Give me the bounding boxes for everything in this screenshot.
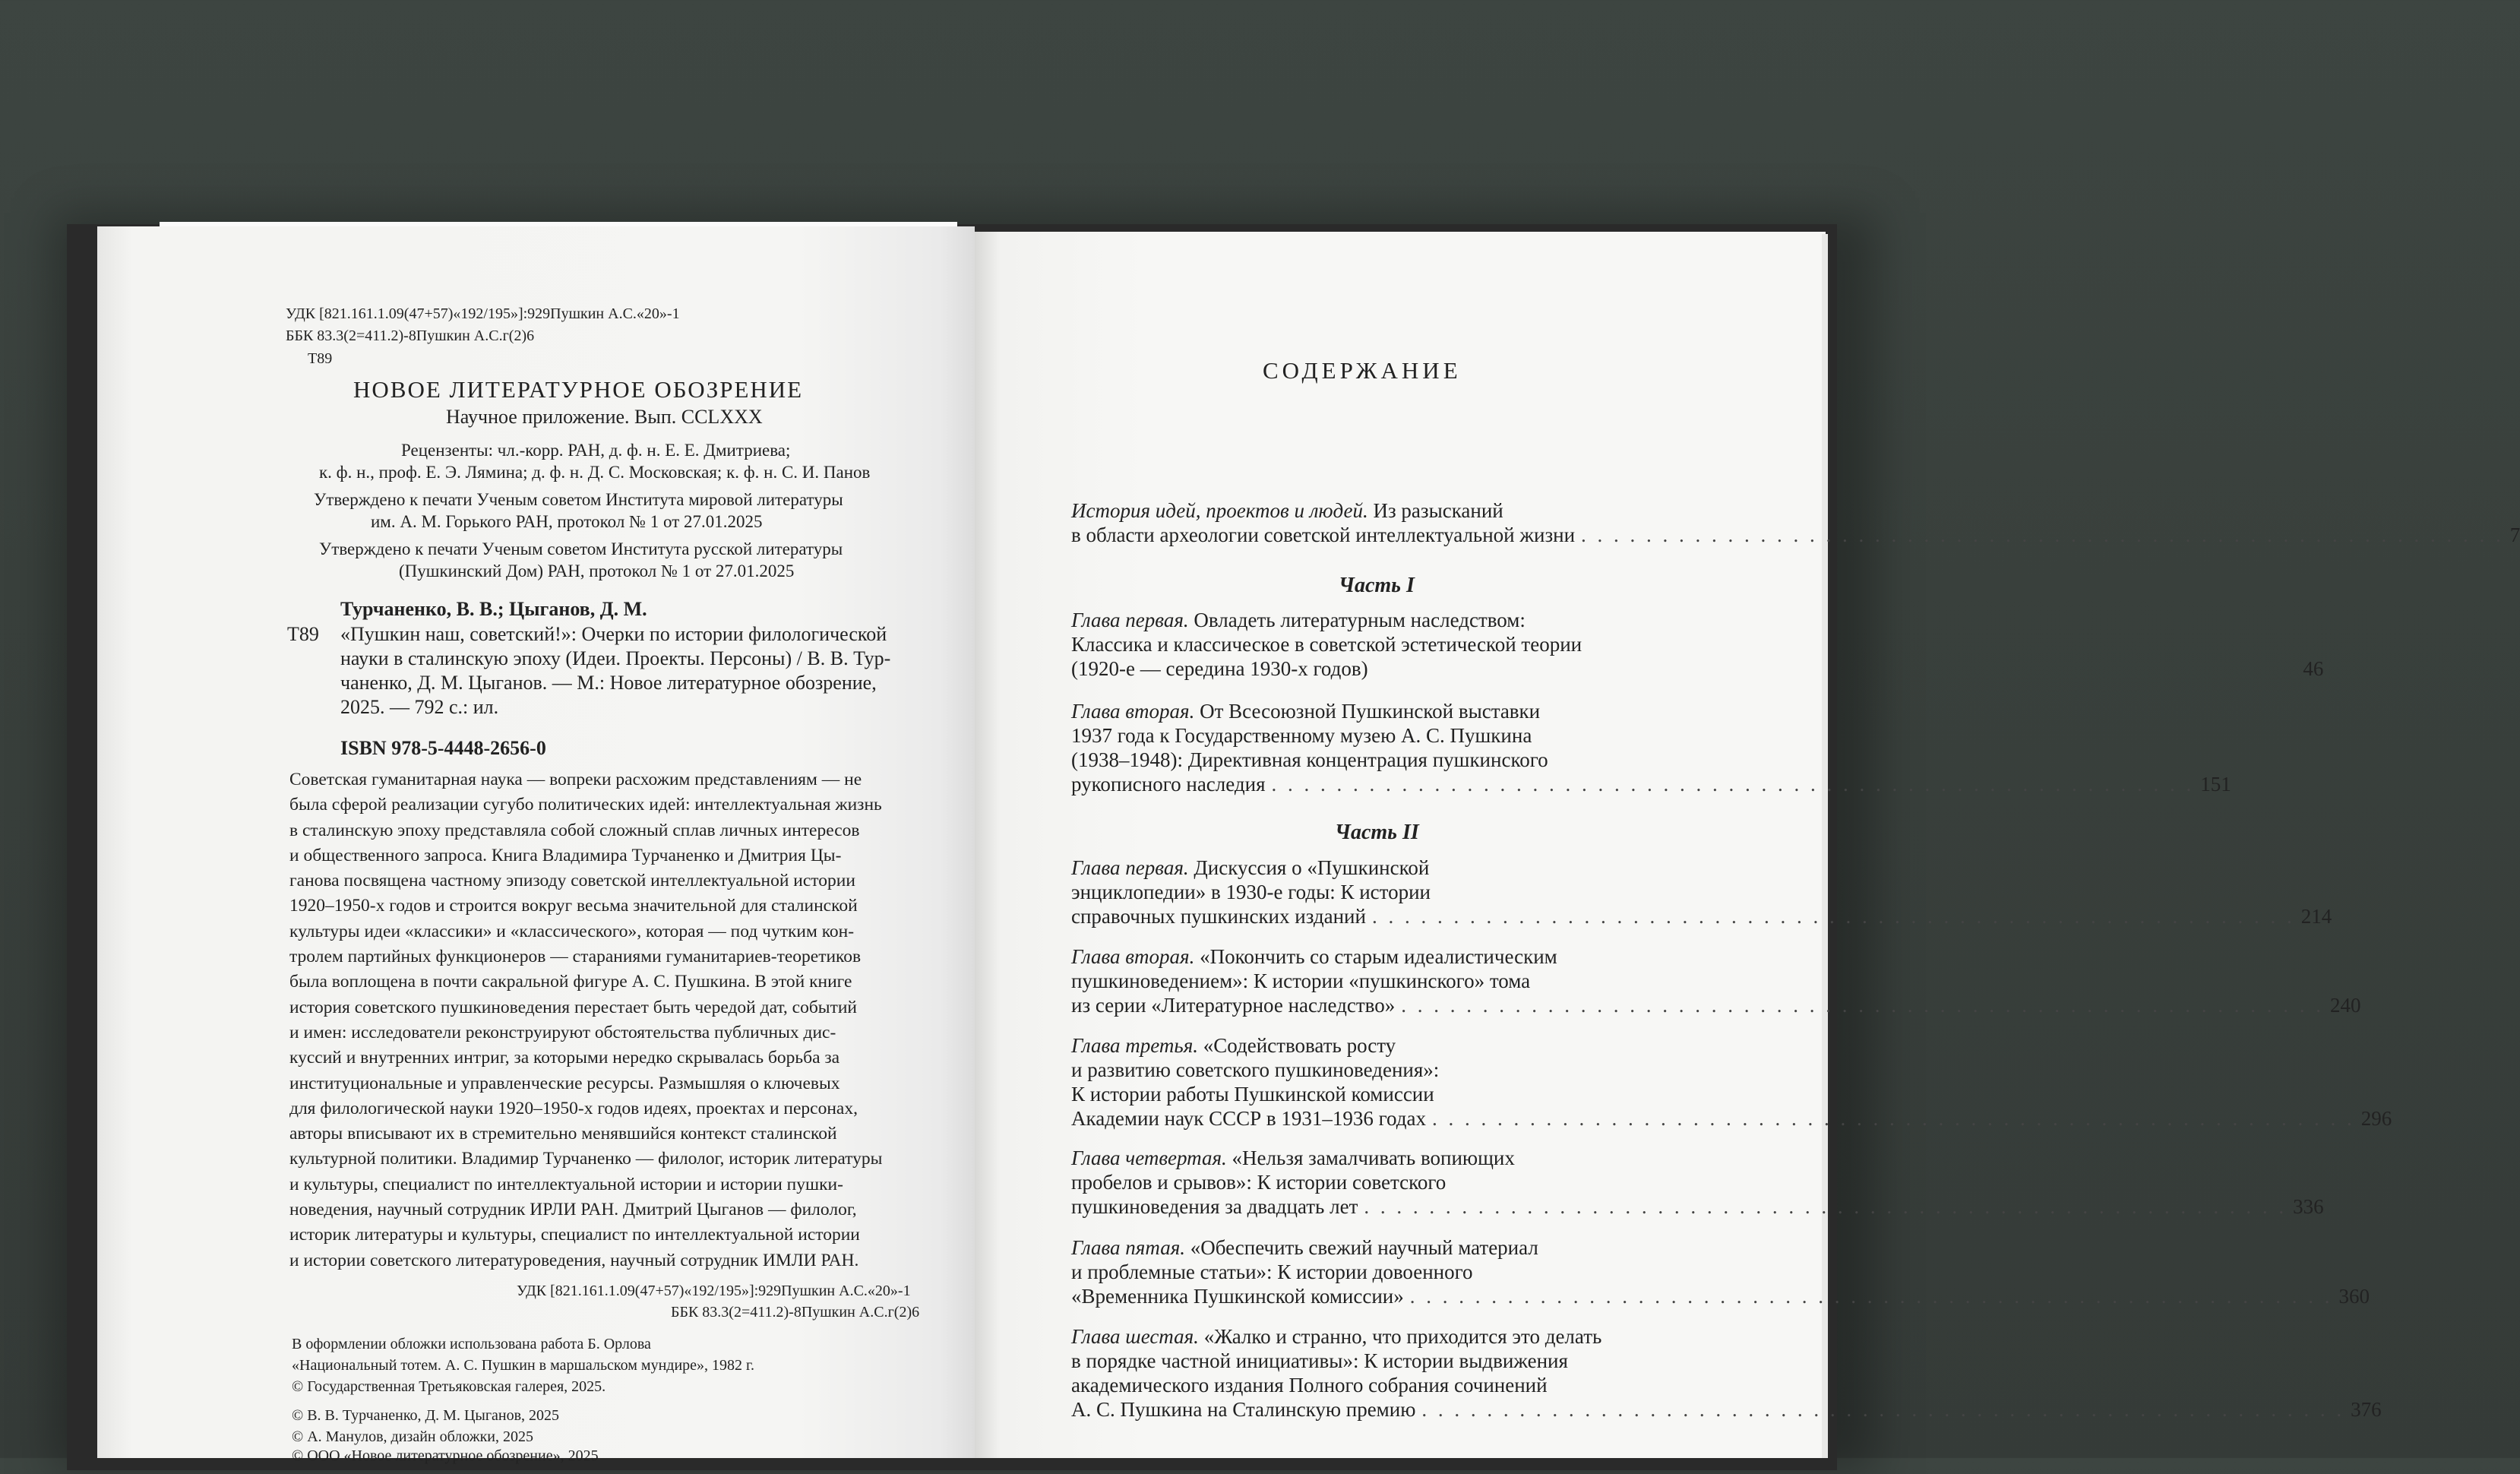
toc-entry-label: Глава третья. (1071, 1034, 1199, 1057)
cover-note-line-2: «Национальный тотем. А. С. Пушкин в маршальском мундире», 1982 г. (292, 1357, 754, 1374)
toc-entry-text: От Всесоюзной Пушкинской выставки (1194, 700, 1541, 723)
abstract (289, 767, 882, 1273)
toc-entry-text: 1937 года к Государственному музею А. С. Пушкина (1071, 724, 1532, 747)
udk-top: УДК [821.161.1.09(47+57)«192/195»]:929Пушкин А.С.«20»-1 (286, 305, 680, 322)
abstract-line: в сталинскую эпоху представляла собой сложный сплав личных интересов (289, 820, 860, 840)
abstract-line: ганова посвящена частному эпизоду советской интеллектуальной истории (289, 871, 855, 891)
toc-entry-text: академического издания Полного собрания сочинений (1071, 1374, 1548, 1397)
abstract-line: и общественного запроса. Книга Владимира Турчаненко и Дмитрия Цы- (289, 845, 842, 865)
udk-bottom: УДК [821.161.1.09(47+57)«192/195»]:929Пушкин А.С.«20»-1 (517, 1283, 911, 1299)
toc-entry-text: из серии «Литературное наследство» (1071, 994, 1396, 1017)
toc-entry-label: Глава вторая. (1071, 700, 1195, 723)
toc-entry[interactable] (1071, 1324, 2382, 1422)
toc-entry[interactable] (1071, 699, 2231, 796)
leader-dots: . . . . . . . . . . . . . . . . . . . . . . . . . . . . . . . . . . . . . . . . . . . . . . . . . . . . . . . . . (1271, 773, 2195, 796)
abstract-line: культурной политики. Владимир Турчаненко — филолог, историк литературы (289, 1149, 883, 1169)
authors: Турчаненко, В. В.; Цыганов, Д. М. (340, 598, 647, 620)
toc-entry[interactable] (1071, 1235, 2370, 1308)
toc-entry-text: Дискуссия о «Пушкинской (1188, 856, 1430, 879)
abstract-line: была воплощена в почти сакральной фигуре А. С. Пушкина. В этой книге (289, 972, 852, 992)
part-1-heading: Часть I (1339, 574, 1415, 597)
toc-entry-text: Овладеть литературным наследством: (1188, 609, 1526, 631)
abstract-line: была сферой реализации сугубо политических идей: интеллектуальная жизнь (289, 795, 882, 815)
code: Т89 (287, 623, 319, 645)
series-title: НОВОЕ ЛИТЕРАТУРНОЕ ОБОЗРЕНИЕ (353, 376, 804, 403)
toc-entry[interactable] (1071, 608, 2324, 681)
toc-page-number: 214 (2300, 905, 2332, 928)
abstract-line: и культуры, специалист по интеллектуальной истории и истории пушки- (289, 1174, 843, 1194)
toc-entry-text: «Покончить со старым идеалистическим (1194, 945, 1557, 968)
toc-entry-text: пушкиноведения за двадцать лет (1071, 1195, 1358, 1218)
toc-entry-intro[interactable] (1071, 498, 2520, 547)
biblio-line-4: 2025. — 792 с.: ил. (340, 696, 499, 718)
toc-entry-label: Глава четвертая. (1071, 1147, 1227, 1169)
reviewers-line-2: к. ф. н., проф. Е. Э. Лямина; д. ф. н. Д. С. Московская; к. ф. н. С. И. Панов (319, 463, 871, 482)
toc-entry-text: и развитию советского пушкиноведения»: (1071, 1058, 1440, 1081)
toc-entry-text: рукописного наследия (1071, 773, 1266, 796)
toc-entry[interactable] (1071, 856, 2332, 928)
abstract-line: и истории советского литературоведения, научный сотрудник ИМЛИ РАН. (289, 1250, 859, 1270)
abstract-line: история советского пушкиноведения перестает быть чередой дат, событий (289, 997, 858, 1017)
toc-page-number: 296 (2360, 1107, 2392, 1130)
toc-entry-text: К истории работы Пушкинской комиссии (1071, 1083, 1434, 1106)
bbk-top: ББК 83.3(2=411.2)-8Пушкин А.С.г(2)6 (286, 327, 535, 344)
toc-entry-text: «Содействовать росту (1198, 1034, 1396, 1057)
toc-entry[interactable] (1071, 944, 2361, 1017)
code-top: Т89 (308, 350, 333, 367)
leader-dots: . . . . . . . . . . . . . . . . . . . . . . . . . . . . . . . . . . . . . . . . . . . . . . . . . . . . . . . . . (1401, 994, 2324, 1017)
abstract-line: авторы вписывают их в стремительно менявшийся контекст сталинской (289, 1124, 837, 1144)
toc-entry-text: А. С. Пушкина на Сталинскую премию (1071, 1398, 1416, 1421)
abstract-line: тролем партийных функционеров — стараниями гуманитариев-теоретиков (289, 947, 862, 967)
leader-dots: . . . . . . . . . . . . . . . . . . . . . . . . . . . . . . . . . . . . . . . . . . . . . . . . . . . . . . . . . (1364, 1195, 2288, 1218)
toc-page-number: 336 (2293, 1195, 2324, 1218)
abstract-line: новедения, научный сотрудник ИРЛИ РАН. Дмитрий Цыганов — филолог, (289, 1200, 857, 1220)
toc-entry-text: в порядке частной инициативы»: К истории выдвижения (1071, 1349, 1568, 1372)
biblio-line-3: чаненко, Д. М. Цыганов. — М.: Новое литературное обозрение, (340, 672, 877, 694)
reviewers-line-1: Рецензенты: чл.-корр. РАН, д. ф. н. Е. Е. Дмитриева; (401, 441, 791, 460)
approved-2-line-2: (Пушкинский Дом) РАН, протокол № 1 от 27.01.2025 (399, 561, 795, 580)
toc-entry-text: «Нельзя замалчивать вопиющих (1226, 1147, 1515, 1169)
right-page-edge (1822, 234, 1828, 1458)
toc-entry-text: «Жалко и странно, что приходится это делать (1198, 1325, 1602, 1348)
leader-dots: . . . . . . . . . . . . . . . . . . . . . . . . . . . . . . . . . . . . . . . . . . . . . . . . . . . . . . . . . (1581, 523, 2504, 546)
toc-entry-text: Из разысканий (1368, 499, 1503, 522)
toc-entry-label: Глава первая. (1071, 609, 1189, 631)
bbk-bottom: ББК 83.3(2=411.2)-8Пушкин А.С.г(2)6 (671, 1304, 920, 1321)
toc-entry-text: пушкиноведением»: К истории «пушкинского» тома (1071, 969, 1531, 992)
toc-entry-text: и проблемные статьи»: К истории довоенного (1071, 1260, 1473, 1283)
copyright-1: © В. В. Турчаненко, Д. М. Цыганов, 2025 (292, 1407, 560, 1424)
toc-entry-label: Глава вторая. (1071, 945, 1195, 968)
leader-dots: . . . . . . . . . . . . . . . . . . . . . . . . . . . . . . . . . . . . . . . . . . . . . . . . . . . . . . . . . (1409, 1285, 2333, 1308)
approved-1-line-1: Утверждено к печати Ученым советом Института мировой литературы (314, 490, 843, 509)
toc-entry-text: пробелов и срывов»: К истории советского (1071, 1171, 1447, 1194)
toc-entry-text: (1938–1948): Директивная концентрация пушкинского (1071, 748, 1548, 771)
abstract-line: куссий и внутренних интриг, за которыми нередко скрывалась борьба за (289, 1048, 840, 1068)
toc-page-number: 240 (2329, 994, 2361, 1017)
toc-entry-text: «Временника Пушкинской комиссии» (1071, 1285, 1404, 1308)
abstract-line: и имен: исследователи реконструируют обстоятельства публичных дис- (289, 1022, 836, 1042)
toc-page-number: 151 (2200, 773, 2231, 796)
cover-note-line-3: © Государственная Третьяковская галерея, 2025. (292, 1378, 606, 1395)
abstract-line: для филологической науки 1920–1950-х годов идеях, проектах и персонах, (289, 1098, 858, 1118)
abstract-line: институциональные и управленческие ресурсы. Размышляя о ключевых (289, 1073, 840, 1093)
copyright-2: © А. Манулов, дизайн обложки, 2025 (292, 1428, 534, 1445)
copyright-3: © ООО «Новое литературное обозрение», 2025 (292, 1447, 599, 1464)
biblio-line-1: «Пушкин наш, советский!»: Очерки по истории филологической (340, 623, 887, 645)
toc-entry-text: Классика и классическое в советской эстетической теории (1071, 633, 1583, 656)
leader-dots: . . . . . . . . . . . . . . . . . . . . . . . . . . . . . . . . . . . . . . . . . . . . . . . . . . . . . . . . . (1431, 1107, 2355, 1130)
abstract-line: историк литературы и культуры, специалист по интеллектуальной истории (289, 1225, 860, 1245)
approved-2-line-1: Утверждено к печати Ученым советом Института русской литературы (319, 539, 843, 558)
approved-1-line-2: им. А. М. Горького РАН, протокол № 1 от 27.01.2025 (371, 512, 763, 531)
toc-entry-text: в области археологии советской интеллектуальной жизни (1071, 523, 1576, 546)
toc-entry-label: История идей, проектов и людей. (1071, 499, 1368, 522)
abstract-line: 1920–1950-х годов и строится вокруг весьма значительной для сталинской (289, 896, 858, 916)
toc-entry-text: энциклопедии» в 1930-е годы: К истории (1071, 881, 1431, 903)
toc-entry-label: Глава шестая. (1071, 1325, 1199, 1348)
toc-page-number: 46 (2303, 657, 2324, 680)
toc-entry-label: Глава первая. (1071, 856, 1189, 879)
cover-note-line-1: В оформлении обложки использована работа Б. Орлова (292, 1336, 651, 1352)
series-subtitle: Научное приложение. Вып. CCLXXX (446, 406, 763, 428)
toc-page-number: 360 (2338, 1285, 2370, 1308)
abstract-line: культуры идеи «классики» и «классического», которая — под чутким кон- (289, 921, 855, 941)
toc-entry[interactable] (1071, 1033, 2392, 1131)
leader-dots: . . . . . . . . . . . . . . . . . . . . . . . . . . . . . . . . . . . . . . . . . . . . . . . . . . . . . . . . . (1371, 905, 2295, 928)
abstract-line: Советская гуманитарная наука — вопреки расхожим представлениям — не (289, 770, 862, 789)
biblio-line-2: науки в сталинскую эпоху (Идеи. Проекты. Персоны) / В. В. Тур- (340, 647, 891, 669)
leader-dots: . . . . . . . . . . . . . . . . . . . . . . . . . . . . . . . . . . . . . . . . . . . . . . . . . . . . . . . . . (1421, 1398, 2345, 1421)
toc-title: СОДЕРЖАНИЕ (1263, 357, 1462, 384)
toc-entry-text: Академии наук СССР в 1931–1936 годах (1071, 1107, 1426, 1130)
toc-entry-text: справочных пушкинских изданий (1071, 905, 1366, 928)
toc-page-number: 7 (2509, 523, 2520, 546)
toc-entry-label: Глава пятая. (1071, 1236, 1185, 1259)
toc-entry-text: (1920-е — середина 1930-х годов) (1071, 657, 1368, 680)
toc-entry[interactable] (1071, 1146, 2324, 1219)
toc-page-number: 376 (2351, 1398, 2382, 1421)
isbn: ISBN 978-5-4448-2656-0 (340, 737, 546, 759)
part-2-heading: Часть II (1335, 821, 1419, 844)
toc-entry-text: «Обеспечить свежий научный материал (1185, 1236, 1538, 1259)
